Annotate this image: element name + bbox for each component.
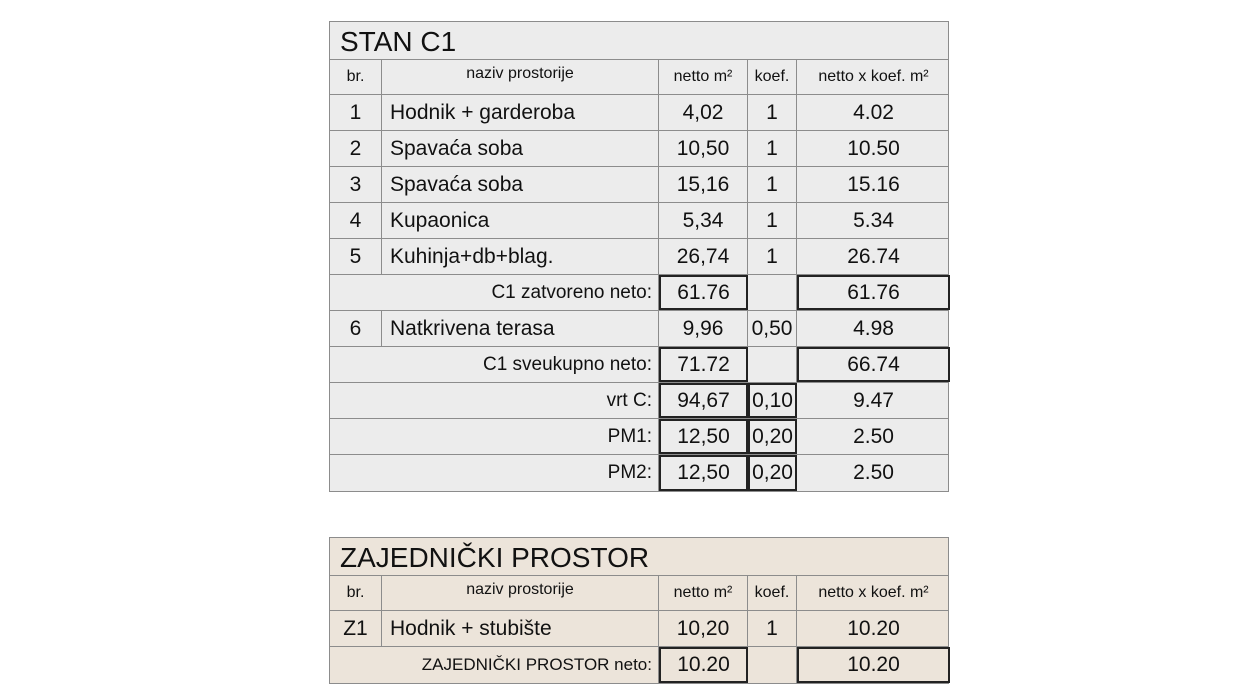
netto-value: 15,16 [659, 167, 748, 202]
extra-netto: 12,50 [659, 419, 748, 454]
row-number: 5 [330, 239, 382, 274]
subtotal-label: C1 zatvoreno neto: [330, 275, 659, 310]
room-name: Hodnik + stubište [382, 611, 659, 646]
table-title: ZAJEDNIČKI PROSTOR [330, 538, 948, 576]
total-netto-koef: 10.20 [797, 647, 950, 683]
header-netto-koef: netto x koef. m² [818, 68, 929, 85]
header-koef: koef. [748, 576, 797, 610]
koef-value: 1 [748, 95, 797, 130]
room-name: Natkrivena terasa [382, 311, 659, 346]
koef-value: 1 [748, 167, 797, 202]
total-label: C1 sveukupno neto: [330, 347, 659, 382]
netto-value: 5,34 [659, 203, 748, 238]
subtotal-netto-koef: 61.76 [797, 275, 950, 310]
header-naziv: naziv prostorije [382, 576, 659, 610]
row-number: 6 [330, 311, 382, 346]
table-row [330, 239, 948, 275]
koef-value: 1 [748, 203, 797, 238]
table-row [330, 611, 948, 647]
koef-value: 1 [748, 131, 797, 166]
extra-row-vrt [330, 383, 948, 419]
table-title: STAN C1 [330, 22, 948, 60]
row-number: 3 [330, 167, 382, 202]
total-netto-koef: 66.74 [797, 347, 950, 382]
extra-label: vrt C: [330, 383, 659, 418]
header-netto: netto m² [659, 60, 748, 94]
netto-value: 4,02 [659, 95, 748, 130]
table-row [330, 167, 948, 203]
netto-koef-value: 15.16 [847, 172, 900, 196]
stan-c1-table [329, 21, 949, 492]
netto-value: 26,74 [659, 239, 748, 274]
header-koef: koef. [748, 60, 797, 94]
header-netto-koef: netto x koef. m² [818, 584, 929, 601]
zajednicki-prostor-table [329, 537, 949, 684]
subtotal-row-zatvoreno [330, 275, 948, 311]
extra-label: PM1: [330, 419, 659, 454]
subtotal-netto: 61.76 [659, 275, 748, 310]
subtotal-koef [748, 275, 797, 310]
netto-koef-value: 26.74 [847, 244, 900, 268]
total-row-sveukupno [330, 347, 948, 383]
extra-row-pm2 [330, 455, 948, 491]
header-br: br. [330, 576, 382, 610]
netto-value: 10,50 [659, 131, 748, 166]
room-name: Kuhinja+db+blag. [382, 239, 659, 274]
extra-netto-koef: 2.50 [853, 461, 894, 484]
table-row [330, 311, 948, 347]
row-number: 1 [330, 95, 382, 130]
netto-koef-value: 10.50 [847, 136, 900, 160]
koef-value: 1 [748, 611, 797, 646]
netto-koef-value: 10.20 [847, 616, 900, 640]
netto-value: 10,20 [659, 611, 748, 646]
extra-koef: 0,20 [748, 455, 797, 491]
extra-netto-koef: 2.50 [853, 424, 894, 448]
total-label: ZAJEDNIČKI PROSTOR neto: [330, 647, 659, 683]
extra-netto-koef: 9.47 [853, 388, 894, 412]
room-name: Spavaća soba [382, 167, 659, 202]
row-number: 2 [330, 131, 382, 166]
netto-koef-value: 4.02 [853, 100, 894, 124]
row-number: Z1 [330, 611, 382, 646]
koef-value: 1 [748, 239, 797, 274]
table-row [330, 203, 948, 239]
extra-netto: 12,50 [659, 455, 748, 491]
total-netto: 10.20 [659, 647, 748, 683]
table-row [330, 95, 948, 131]
header-naziv: naziv prostorije [382, 60, 659, 94]
total-row-zajednicki [330, 647, 948, 683]
netto-koef-value: 5.34 [853, 208, 894, 232]
extra-netto: 94,67 [659, 383, 748, 418]
extra-label: PM2: [330, 455, 659, 491]
extra-row-pm1 [330, 419, 948, 455]
extra-koef: 0,10 [748, 383, 797, 418]
table-row [330, 131, 948, 167]
header-netto: netto m² [659, 576, 748, 610]
header-br: br. [330, 60, 382, 94]
table-header-row [330, 576, 948, 611]
koef-value: 0,50 [748, 311, 797, 346]
room-name: Kupaonica [382, 203, 659, 238]
netto-koef-value: 4.98 [853, 316, 894, 340]
table-header-row [330, 60, 948, 95]
room-name: Spavaća soba [382, 131, 659, 166]
total-koef [748, 347, 797, 382]
total-netto: 71.72 [659, 347, 748, 382]
row-number: 4 [330, 203, 382, 238]
room-name: Hodnik + garderoba [382, 95, 659, 130]
total-koef [748, 647, 797, 683]
extra-koef: 0,20 [748, 419, 797, 454]
netto-value: 9,96 [659, 311, 748, 346]
